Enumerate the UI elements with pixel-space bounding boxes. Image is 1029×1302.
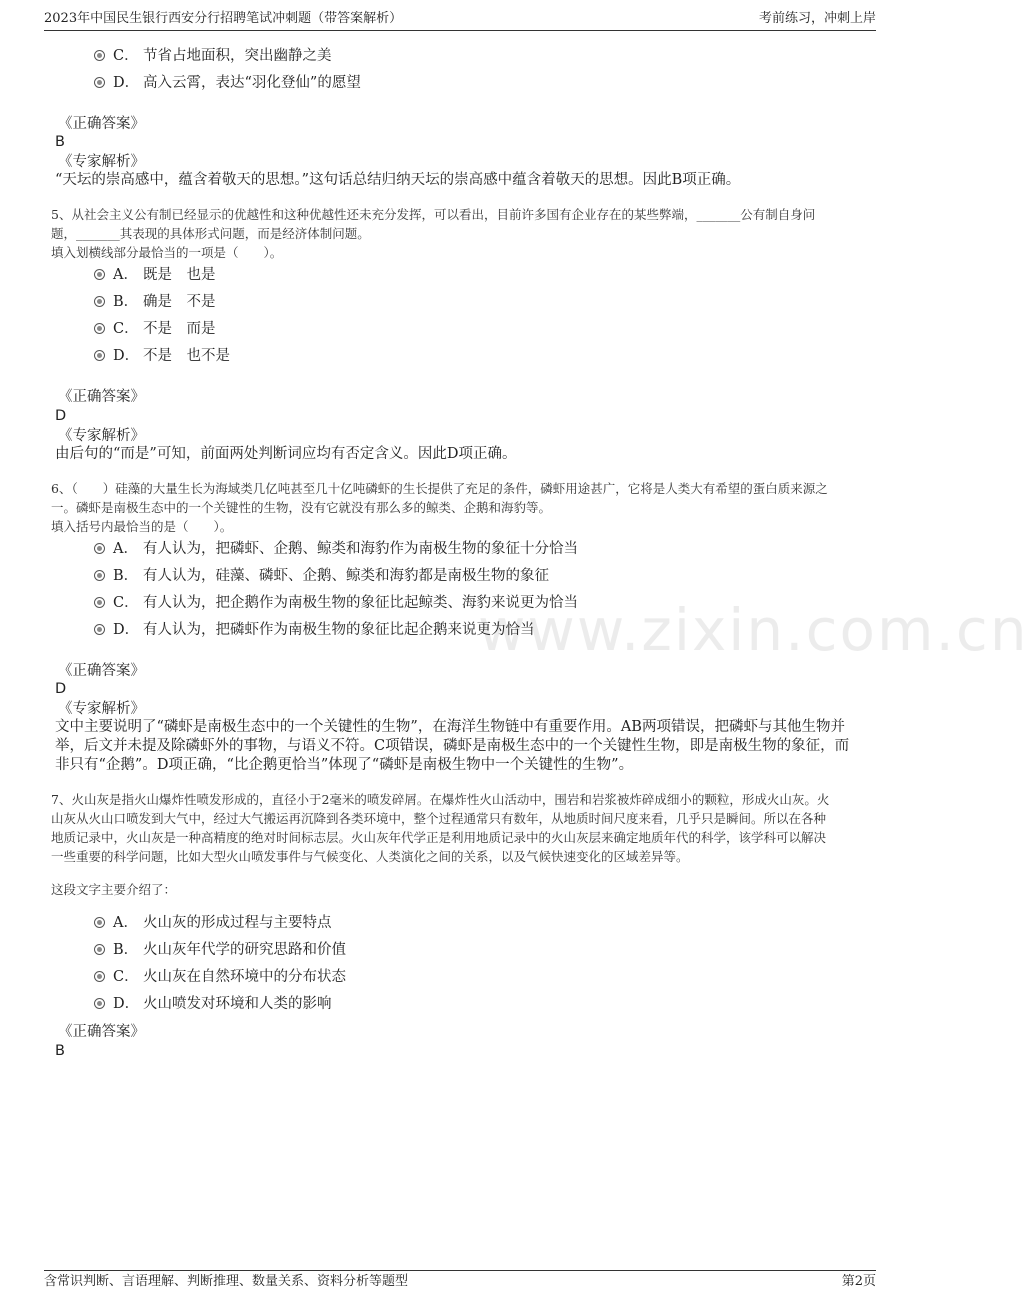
question-stem: 一些重要的科学问题，比如大型火山喷发事件与气候变化、人类演化之间的关系，以及气候快速变化的区域差异等。 [51,849,689,864]
question-stem: 6、（ ）硅藻的大量生长为海域类几亿吨甚至几十亿吨磷虾的生长提供了充足的条件，磷虾用途甚广，它将是人类大有希望的蛋白质来源之 [51,481,828,496]
answer-label: 《正确答案》 [58,389,145,405]
answer-label: 《正确答案》 [58,1024,145,1040]
footer-topics: 含常识判断、言语理解、判断推理、数量关系、资料分析等题型 [44,1274,409,1289]
radio-icon[interactable] [94,971,105,982]
expert-label: 《专家解析》 [58,701,145,717]
page-footer [44,1270,876,1293]
analysis-text: 举，后文并未提及除磷虾外的事物，与语义不符。C项错误，磷虾是南极生态中的一个关键性生物，即是南极生物的象征，而 [55,738,850,754]
page-number: 第2页 [841,1274,876,1289]
question-prompt: 这段文字主要介绍了： [51,882,177,897]
option-text: 不是 而是 [143,321,216,337]
analysis-text: 文中主要说明了“磷虾是南极生态中的一个关键性的生物”，在海洋生物链中有重要作用。AB两项错误，把磷虾与其他生物并 [55,719,845,735]
option-d[interactable]: D． 有人认为，把磷虾作为南极生物的象征比起企鹅来说更为恰当 [94,619,535,641]
question-stem: 7、火山灰是指火山爆炸性喷发形成的，直径小于2毫米的喷发碎屑。在爆炸性火山活动中，围岩和岩浆被炸碎成细小的颗粒，形成火山灰。火 [51,792,830,807]
option-b[interactable]: B． 确是 不是 [94,291,216,313]
analysis-text: 由后句的“而是”可知，前面两处判断词应均有否定含义。因此D项正确。 [55,446,517,462]
option-b[interactable]: B． 火山灰年代学的研究思路和价值 [94,939,346,961]
option-d[interactable]: D． 高入云霄，表达“羽化登仙”的愿望 [94,72,361,94]
option-text: 不是 也不是 [143,348,230,364]
expert-label: 《专家解析》 [58,428,145,444]
option-text: 火山喷发对环境和人类的影响 [143,996,332,1012]
answer-value: B [55,1043,65,1059]
question-stem: 一。磷虾是南极生态中的一个关键性的生物，没有它就没有那么多的鲸类、企鹅和海豹等。 [51,500,552,515]
option-text: 有人认为，硅藻、磷虾、企鹅、鲸类和海豹都是南极生物的象征 [143,568,549,584]
question-stem: 5、从社会主义公有制已经显示的优越性和这种优越性还未充分发挥，可以看出，目前许多国有企业存在的某些弊端，_______公有制自身问 [51,207,816,222]
option-c[interactable]: C． 节省占地面积，突出幽静之美 [94,45,332,67]
option-text: 有人认为，把企鹅作为南极生物的象征比起鲸类、海豹来说更为恰当 [143,595,578,611]
option-d[interactable]: D． 不是 也不是 [94,345,230,367]
document-title: 2023年中国民生银行西安分行招聘笔试冲刺题（带答案解析） [44,11,403,26]
radio-icon[interactable] [94,323,105,334]
radio-icon[interactable] [94,296,105,307]
option-text: 火山灰年代学的研究思路和价值 [143,942,346,958]
answer-value: B [55,134,65,150]
question-stem: 山灰从火山口喷发到大气中，经过大气搬运再沉降到各类环境中，整个过程通常只有数年，从地质时间尺度来看，几乎只是瞬间。所以在各种 [51,811,827,826]
option-b[interactable]: B． 有人认为，硅藻、磷虾、企鹅、鲸类和海豹都是南极生物的象征 [94,565,549,587]
radio-icon[interactable] [94,543,105,554]
option-a[interactable]: A． 火山灰的形成过程与主要特点 [94,912,332,934]
question-prompt: 填入括号内最恰当的是（ ）。 [51,519,233,534]
radio-icon[interactable] [94,944,105,955]
expert-label: 《专家解析》 [58,154,145,170]
radio-icon[interactable] [94,597,105,608]
radio-icon[interactable] [94,269,105,280]
option-text: 有人认为，把磷虾作为南极生物的象征比起企鹅来说更为恰当 [143,622,535,638]
question-stem: 题，_______其表现的具体形式问题，而是经济体制问题。 [51,226,370,241]
answer-value: D [55,681,67,697]
option-text: 火山灰在自然环境中的分布状态 [143,969,346,985]
radio-icon[interactable] [94,998,105,1009]
option-text: 火山灰的形成过程与主要特点 [143,915,332,931]
radio-icon[interactable] [94,624,105,635]
answer-value: D [55,408,67,424]
analysis-text: 非只有“企鹅”。D项正确，“比企鹅更恰当”体现了“磷虾是南极生物中一个关键性的生物”。 [55,757,634,773]
option-c[interactable]: C． 火山灰在自然环境中的分布状态 [94,966,346,988]
option-text: 节省占地面积，突出幽静之美 [143,48,332,64]
option-a[interactable]: A． 既是 也是 [94,264,216,286]
option-text: 高入云霄，表达“羽化登仙”的愿望 [143,75,361,91]
page-header [44,10,876,31]
answer-label: 《正确答案》 [58,116,145,132]
option-text: 有人认为，把磷虾、企鹅、鲸类和海豹作为南极生物的象征十分恰当 [143,541,578,557]
option-text: 确是 不是 [143,294,216,310]
radio-icon[interactable] [94,917,105,928]
option-a[interactable]: A． 有人认为，把磷虾、企鹅、鲸类和海豹作为南极生物的象征十分恰当 [94,538,578,560]
option-d[interactable]: D． 火山喷发对环境和人类的影响 [94,993,332,1015]
radio-icon[interactable] [94,50,105,61]
header-slogan: 考前练习，冲刺上岸 [758,11,876,26]
answer-label: 《正确答案》 [58,663,145,679]
question-stem: 地质记录中，火山灰是一种高精度的绝对时间标志层。火山灰年代学正是利用地质记录中的火山灰层来确定地质年代的科学，该学科可以解决 [51,830,827,845]
radio-icon[interactable] [94,570,105,581]
analysis-text: “天坛的崇高感中，蕴含着敬天的思想。”这句话总结归纳天坛的崇高感中蕴含着敬天的思想。因此B项正确。 [55,172,741,188]
radio-icon[interactable] [94,350,105,361]
question-prompt: 填入划横线部分最恰当的一项是（ ）。 [51,245,283,260]
watermark: www.zixin.com.cn [478,596,1029,664]
option-c[interactable]: C． 有人认为，把企鹅作为南极生物的象征比起鲸类、海豹来说更为恰当 [94,592,578,614]
option-c[interactable]: C． 不是 而是 [94,318,216,340]
option-text: 既是 也是 [143,267,216,283]
radio-icon[interactable] [94,77,105,88]
